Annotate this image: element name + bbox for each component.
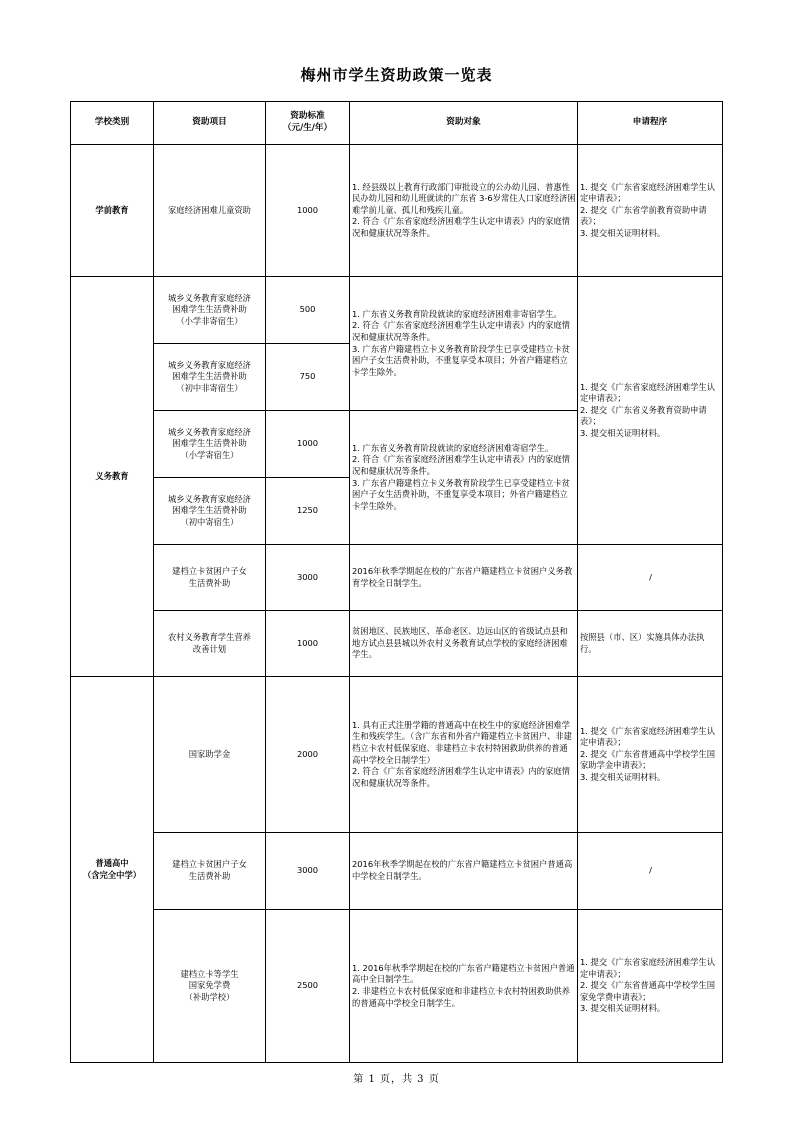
standard-cell: 1000: [266, 145, 350, 277]
item-line: 生活费补助: [188, 577, 231, 588]
table-row: [71, 145, 723, 277]
target-line: 2. 符合《广东省家庭经济困难学生认定申请表》内的家庭情况和健康状况等条件。: [352, 320, 570, 342]
target-line: 2. 符合《广东省家庭经济困难学生认定申请表》内的家庭情况和健康状况等条件。: [352, 216, 570, 238]
item-line: 困难学生生活费补助: [172, 438, 247, 449]
item-line: 建档立卡等学生: [180, 968, 239, 979]
item-line: 城乡义务教育家庭经济: [168, 292, 251, 303]
item-cell: [154, 344, 266, 411]
subsidy-policy-table: [70, 101, 723, 1063]
header-item: 资助项目: [154, 102, 266, 145]
page-number: 第 1 页，共 3 页: [353, 1074, 440, 1085]
table-header-row: [71, 102, 723, 145]
target-cell: [350, 833, 578, 910]
header-target: 资助对象: [350, 102, 578, 145]
procedure-line: 3. 提交相关证明材料。: [580, 1003, 666, 1014]
table-row: [71, 277, 723, 344]
target-line: 1. 具有正式注册学籍的普通高中在校生中的家庭经济困难学生和残疾学生。（含广东省和外省户籍建档立卡贫困户、非建档立卡农村低保家庭、非建档立卡农村特困救助供养的普通高中学校全日制学生）: [352, 719, 572, 765]
procedure-line: 1. 提交《广东省家庭经济困难学生认定申请表》；: [580, 381, 716, 404]
item-cell: [154, 833, 266, 910]
item-line: （补助学校）: [184, 991, 235, 1002]
item-line: 农村义务教育学生营养: [168, 631, 251, 642]
item-cell: [154, 910, 266, 1063]
procedure-line: 1. 提交《广东省家庭经济困难学生认定申请表》；: [580, 181, 716, 204]
table-row: [71, 833, 723, 910]
target-line: 3. 广东省户籍建档立卡义务教育阶段学生已享受建档立卡贫困户子女生活费补助，不重复享受本项目；外省户籍建档立卡学生除外。: [352, 477, 570, 511]
procedure-line: 2. 提交《广东省义务教育资助申请表》；: [580, 404, 707, 427]
item-cell: [154, 611, 266, 677]
standard-cell: 1000: [266, 411, 350, 478]
item-line: 国家免学费: [188, 980, 231, 991]
item-line: 建档立卡贫困户子女: [172, 859, 247, 870]
item-line: 城乡义务教育家庭经济: [168, 359, 251, 370]
item-line: 城乡义务教育家庭经济: [168, 426, 251, 437]
item-cell: 国家助学金: [154, 677, 266, 833]
table-row: [71, 677, 723, 833]
target-line: 2. 非建档立卡农村低保家庭和非建档立卡农村特困救助供养的普通高中学校全日制学生。: [352, 986, 570, 1008]
item-cell: 家庭经济困难儿童资助: [154, 145, 266, 277]
standard-cell: 3000: [266, 833, 350, 910]
target-line: 2016年秋季学期起在校的广东省户籍建档立卡贫困户义务教育学校全日制学生。: [352, 565, 573, 588]
procedure-cell: [578, 910, 723, 1063]
procedure-line: 3. 提交相关证明材料。: [580, 427, 666, 438]
target-line: 1. 经县级以上教育行政部门审批设立的公办幼儿园、普惠性民办幼儿园和幼儿班就读的广东省 3-6岁常住人口家庭经济困难学前儿童、孤儿和残疾儿童。: [352, 181, 576, 215]
item-line: 困难学生生活费补助: [172, 371, 247, 382]
header-procedure: 申请程序: [578, 102, 723, 145]
document-title: 梅州市学生资助政策一览表: [300, 66, 493, 84]
procedure-cell: /: [578, 833, 723, 910]
item-line: 困难学生生活费补助: [172, 304, 247, 315]
standard-cell: 3000: [266, 545, 350, 611]
target-line: 2016年秋季学期起在校的广东省户籍建档立卡贫困户普通高中学校全日制学生。: [352, 859, 573, 881]
item-line: （初中寄宿生）: [180, 516, 239, 527]
procedure-line: 3. 提交相关证明材料。: [580, 771, 666, 782]
item-cell: [154, 277, 266, 344]
item-cell: [154, 478, 266, 545]
procedure-cell-shared: [578, 277, 723, 545]
standard-cell: 2500: [266, 910, 350, 1063]
target-cell: [350, 611, 578, 677]
item-cell: [154, 411, 266, 478]
target-cell: [350, 145, 578, 277]
item-line: 建档立卡贫困户子女: [172, 565, 247, 576]
target-cell-boarding: [350, 411, 578, 545]
procedure-line: 3. 提交相关证明材料。: [580, 227, 666, 238]
procedure-cell: [578, 677, 723, 833]
procedure-cell: /: [578, 545, 723, 611]
item-line: 生活费补助: [188, 871, 231, 881]
target-line: 1. 广东省义务教育阶段就读的家庭经济困难非寄宿学生。: [352, 308, 562, 319]
item-cell: [154, 545, 266, 611]
standard-cell: 500: [266, 277, 350, 344]
item-line: 困难学生生活费补助: [172, 505, 247, 516]
category-compulsory: 义务教育: [71, 277, 154, 677]
target-line: 3. 广东省户籍建档立卡义务教育阶段学生已享受建档立卡贫困户子女生活费补助，不重复享受本项目；外省户籍建档立卡学生除外。: [352, 343, 570, 377]
procedure-line: 按照县（市、区）实施具体办法执行。: [580, 631, 705, 654]
procedure-line: 2. 提交《广东省普通高中学校学生国家助学金申请表》；: [580, 748, 716, 771]
procedure-line: 2. 提交《广东省学前教育资助申请表》；: [580, 204, 707, 227]
item-line: 改善计划: [192, 643, 227, 654]
item-line: （初中非寄宿生）: [176, 382, 243, 393]
target-line: 2. 符合《广东省家庭经济困难学生认定申请表》内的家庭情况和健康状况等条件。: [352, 454, 570, 476]
target-line: 贫困地区、民族地区、革命老区、边远山区的省级试点县和地方试点县县城以外农村义务教育试点学校的家庭经济困难学生。: [352, 626, 568, 660]
item-line: 城乡义务教育家庭经济: [168, 493, 251, 504]
category-line: （含完全中学）: [82, 869, 142, 880]
target-cell: [350, 677, 578, 833]
table-row: [71, 910, 723, 1063]
table-row: [71, 545, 723, 611]
procedure-line: 1. 提交《广东省家庭经济困难学生认定申请表》；: [580, 725, 716, 748]
category-high-school: [71, 677, 154, 1063]
standard-cell: 1250: [266, 478, 350, 545]
target-line: 2. 符合《广东省家庭经济困难学生认定申请表》内的家庭情况和健康状况等条件。: [352, 766, 570, 788]
target-line: 1. 广东省义务教育阶段就读的家庭经济困难寄宿学生。: [352, 442, 554, 453]
standard-cell: 2000: [266, 677, 350, 833]
target-line: 1. 2016年秋季学期起在校的广东省户籍建档立卡贫困户普通高中全日制学生。: [352, 962, 575, 985]
target-cell: [350, 910, 578, 1063]
header-standard-line1: 资助标准: [290, 111, 325, 122]
item-line: （小学非寄宿生）: [176, 315, 243, 326]
target-cell: [350, 545, 578, 611]
category-line: 普通高中: [95, 857, 129, 868]
header-category: 学校类别: [71, 102, 154, 145]
procedure-line: 1. 提交《广东省家庭经济困难学生认定申请表》；: [580, 957, 716, 979]
standard-cell: 750: [266, 344, 350, 411]
procedure-line: 2. 提交《广东省普通高中学校学生国家免学费申请表》；: [580, 980, 716, 1002]
category-preschool: 学前教育: [71, 145, 154, 277]
procedure-cell: [578, 611, 723, 677]
header-standard: [266, 102, 350, 145]
target-cell-non-boarding: [350, 277, 578, 411]
header-standard-line2: （元/生/年）: [282, 123, 333, 133]
table-row: [71, 611, 723, 677]
standard-cell: 1000: [266, 611, 350, 677]
item-line: （小学寄宿生）: [180, 449, 239, 460]
procedure-cell: [578, 145, 723, 277]
